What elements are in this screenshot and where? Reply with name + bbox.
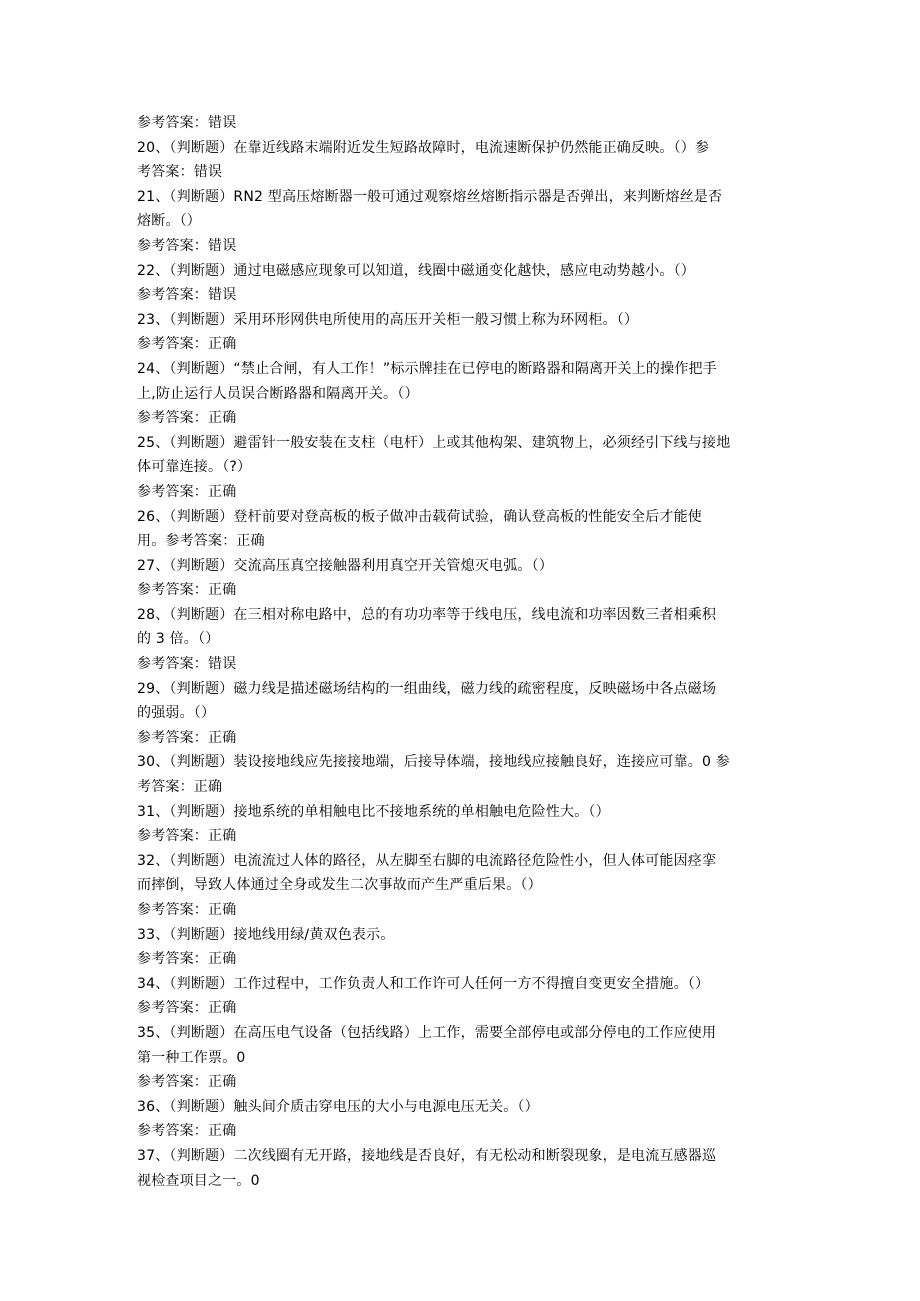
text-line: 的 3 倍。（） — [137, 631, 220, 648]
text-line: 视检查项目之一。0 — [137, 1172, 260, 1189]
text-line: 26、（判断题）登杆前要对登高板的板子做冲击载荷试验，确认登高板的性能安全后才能使 — [137, 508, 703, 525]
text-line: 37、（判断题）二次线圈有无开路，接地线是否良好，有无松动和断裂现象，是电流互感器巡 — [137, 1147, 717, 1164]
text-line: 参考答案：正确 — [137, 483, 237, 500]
text-line: 参考答案：正确 — [137, 828, 237, 845]
text-line: 参考答案：错误 — [137, 237, 237, 254]
text-line: 27、（判断题）交流高压真空接触器利用真空开关管熄灭电弧。（） — [137, 557, 554, 574]
text-line: 考答案：正确 — [137, 779, 223, 796]
text-line: 参考答案：正确 — [137, 410, 237, 427]
text-line: 熔断。（） — [137, 213, 201, 230]
text-line: 35、（判断题）在高压电气设备（包括线路）上工作，需要全部停电或部分停电的工作应使用 — [137, 1024, 717, 1041]
text-line: 33、（判断题）接地线用绿/黄双色表示。 — [137, 926, 395, 943]
text-line: 体可靠连接。（?） — [137, 459, 252, 476]
text-line: 考答案：错误 — [137, 164, 223, 181]
text-line: 32、（判断题）电流流过人体的路径，从左脚至右脚的电流路径危险性小，但人体可能因痉挛 — [137, 852, 717, 869]
text-line: 的强弱。（） — [137, 705, 216, 722]
text-line: 参考答案：正确 — [137, 902, 237, 918]
text-line: 参考答案：正确 — [137, 1123, 237, 1140]
text-line: 参考答案：错误 — [137, 656, 237, 673]
text-line: 23、（判断题）采用环形网供电所使用的高压开关柜一般习惯上称为环网柜。（） — [137, 311, 639, 328]
text-line: 而摔倒，导致人体通过全身或发生二次事故而产生严重后果。（） — [137, 877, 542, 894]
text-line: 用。参考答案：正确 — [137, 533, 265, 550]
text-line: 参考答案：正确 — [137, 729, 237, 746]
text-line: 34、（判断题）工作过程中，工作负责人和工作许可人任何一方不得擅自变更安全措施。（） — [137, 975, 710, 992]
text-line: 上,防止运行人员误合断路器和隔离开关。（） — [137, 385, 419, 402]
text-line: 28、（判断题）在三相对称电路中，总的有功功率等于线电压，线电流和功率因数三者相乘积 — [137, 606, 717, 623]
document-page — [137, 111, 787, 1218]
text-line: 24、（判断题）“禁止合闸，有人工作！”标示牌挂在已停电的断路器和隔离开关上的操作把手 — [137, 360, 717, 377]
text-line: 参考答案：正确 — [137, 951, 237, 968]
text-line: 29、（判断题）磁力线是描述磁场结构的一组曲线，磁力线的疏密程度，反映磁场中各点磁场 — [137, 680, 717, 697]
text-line: 参考答案：正确 — [137, 1074, 237, 1091]
text-line: 25、（判断题）避雷针一般安装在支柱（电杆）上或其他构架、建筑物上，必须经引下线与接地 — [137, 434, 731, 451]
text-line: 30、（判断题）装设接地线应先接接地端，后接导体端，接地线应接触良好，连接应可靠。0 参 — [137, 754, 730, 771]
text-line: 20、（判断题）在靠近线路末端附近发生短路故障时，电流速断保护仍然能正确反映。（）参 — [137, 139, 710, 156]
text-line: 31、（判断题）接地系统的单相触电比不接地系统的单相触电危险性大。（） — [137, 803, 610, 820]
text-line: 参考答案：正确 — [137, 1000, 237, 1017]
text-line: 参考答案：正确 — [137, 582, 237, 599]
text-line: 参考答案：正确 — [137, 336, 237, 353]
text-line: 第一种工作票。0 — [137, 1049, 246, 1066]
text-line: 参考答案：错误 — [137, 115, 237, 131]
text-line: 参考答案：错误 — [137, 287, 237, 304]
text-line: 22、（判断题）通过电磁感应现象可以知道，线圈中磁通变化越快，感应电动势越小。（） — [137, 262, 696, 279]
text-line: 21、（判断题）RN2 型高压熔断器一般可通过观察熔丝熔断指示器是否弹出，来判断熔丝是否 — [137, 188, 723, 205]
text-line — [137, 1193, 787, 1218]
text-line: 36、（判断题）触头间介质击穿电压的大小与电源电压无关。（） — [137, 1098, 539, 1115]
